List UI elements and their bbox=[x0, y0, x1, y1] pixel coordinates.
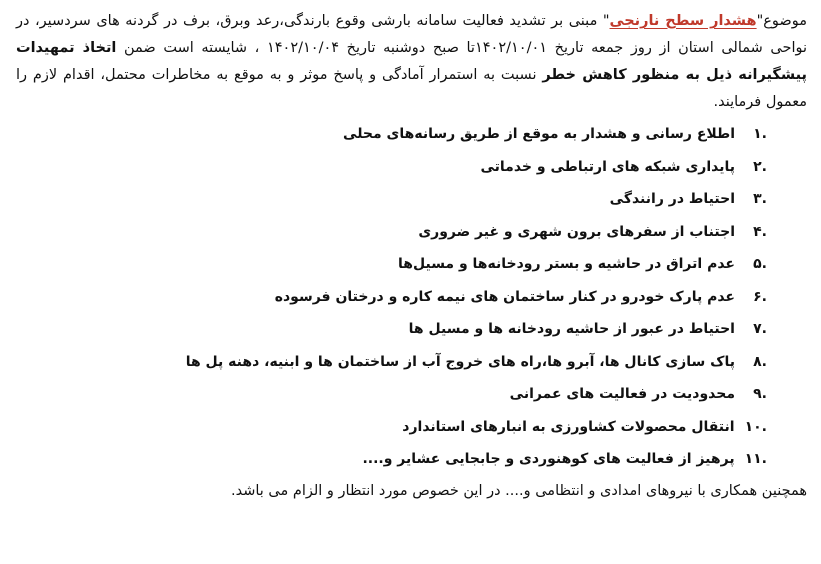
list-item bbox=[16, 118, 767, 151]
item-number: .۱ bbox=[753, 126, 767, 142]
item-number: .۲ bbox=[753, 158, 767, 175]
item-number: .۶ bbox=[753, 288, 767, 305]
item-text: پایداری شبکه های ارتباطی و خدماتی bbox=[480, 158, 735, 175]
item-number: .۱۰ bbox=[744, 418, 767, 435]
intro-text-2: نسبت به استمرار آمادگی و پاسخ موثر و به موقع به مخاطرات محتمل، اقدام لازم را معمول فرمایند. bbox=[16, 67, 807, 110]
item-number: .۳ bbox=[753, 191, 767, 207]
intro-paragraph bbox=[16, 8, 807, 116]
item-text: انتقال محصولات کشاورزی به انبارهای استاندارد bbox=[402, 418, 735, 435]
orange-alert-title: هشدار سطح نارنجی bbox=[609, 13, 757, 29]
list-item bbox=[16, 183, 767, 216]
item-number: .۸ bbox=[753, 353, 767, 370]
item-number: .۵ bbox=[753, 256, 767, 272]
item-number: .۴ bbox=[753, 223, 767, 240]
subject-label: موضوع bbox=[763, 13, 807, 29]
item-text: عدم پارک خودرو در کنار ساختمان های نیمه کاره و درختان فرسوده bbox=[274, 288, 735, 305]
list-item bbox=[16, 346, 767, 379]
list-item bbox=[16, 411, 767, 444]
item-text: احتیاط در عبور از حاشیه رودخانه ها و مسیل ها bbox=[408, 321, 735, 337]
item-text: محدودیت در فعالیت های عمرانی bbox=[509, 386, 735, 402]
list-item bbox=[16, 248, 767, 281]
item-text: اطلاع رسانی و هشدار به موقع از طریق رسانه‌های محلی bbox=[343, 126, 735, 142]
item-number: .۱۱ bbox=[744, 451, 767, 467]
list-item bbox=[16, 151, 767, 184]
list-item bbox=[16, 378, 767, 411]
item-number: .۷ bbox=[753, 321, 767, 337]
item-text: عدم اتراق در حاشیه و بستر رودخانه‌ها و مسیل‌ها bbox=[398, 256, 735, 272]
quote-close: " bbox=[602, 13, 610, 29]
item-number: .۹ bbox=[753, 386, 767, 402]
item-text: اجتناب از سفرهای برون شهری و غیر ضروری bbox=[418, 223, 735, 240]
item-text: پرهیز از فعالیت های کوهنوردی و جابجایی عشایر و.... bbox=[362, 451, 735, 467]
measures-list bbox=[16, 118, 807, 476]
intro-text-1: مبنی بر تشدید فعالیت سامانه بارشی وقوع بارندگی،رعد وبرق، برف در گردنه های سردسیر، در نواحی شمالی استان از روز جمعه تاریخ ۱۴۰۲/۱۰/۰۱تا صبح دوشنبه تاریخ ۱۴۰۲/۱۰/۰۴ ، شایسته است ضمن bbox=[16, 13, 807, 56]
list-item bbox=[16, 281, 767, 314]
list-item bbox=[16, 443, 767, 476]
list-item bbox=[16, 216, 767, 249]
item-text: پاک سازی کانال ها، آبرو ها،راه های خروج آب از ساختمان ها و ابنیه، دهنه پل ها bbox=[185, 353, 735, 370]
quote-open: " bbox=[756, 13, 764, 29]
item-text: احتیاط در رانندگی bbox=[609, 191, 735, 207]
intro-bold-phrase: اتخاذ تمهیدات پیشگیرانه ذیل به منظور کاهش خطر bbox=[16, 40, 807, 83]
list-item bbox=[16, 313, 767, 346]
closing-paragraph: همچنین همکاری با نیروهای امدادی و انتظامی و.... در این خصوص مورد انتظار و الزام می باشد. bbox=[230, 482, 807, 499]
